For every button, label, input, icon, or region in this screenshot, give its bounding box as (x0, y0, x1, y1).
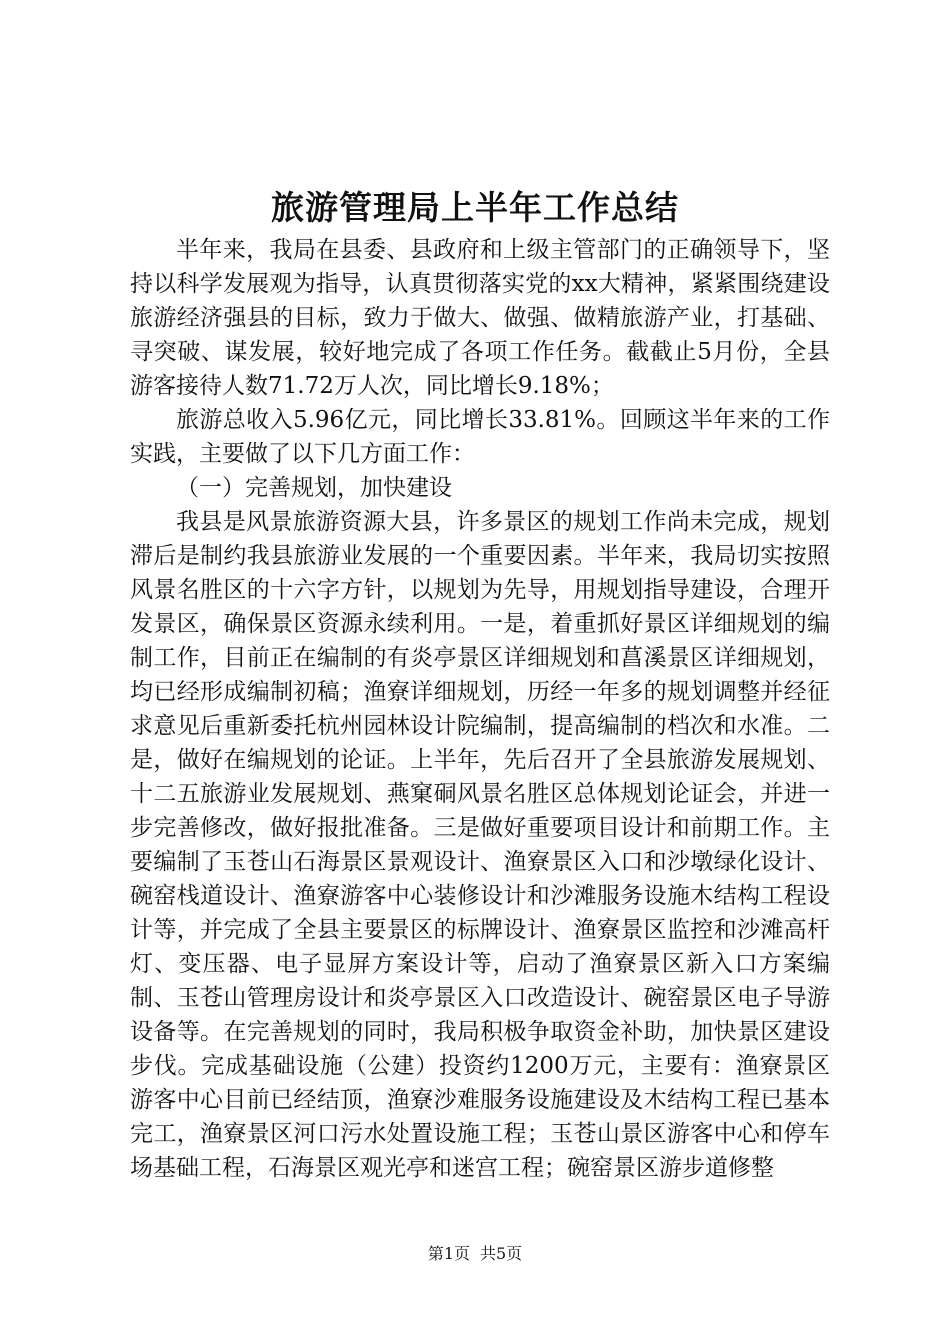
section-heading: （一）完善规划，加快建设 (176, 475, 452, 501)
paragraph-revenue: 旅游总收入5.96亿元，同比增长33.81%。回顾这半年来的工作实践，主要做了以下几方面工作： (130, 407, 830, 467)
paragraph-intro: 半年来，我局在县委、县政府和上级主管部门的正确领导下，坚持以科学发展观为指导，认真贯彻落实党的xx大精神，紧紧围绕建设旅游经济强县的目标，致力于做大、做强、做精旅游产业，打基础、寻突破、谋发展，较好地完成了各项工作任务。截截止5月份，全县游客接待人数71.72万人次，同比增长9.18%； (130, 237, 830, 399)
page-total: 共5页 (480, 1244, 523, 1263)
page-footer (0, 1243, 950, 1265)
page-number: 第1页 (427, 1244, 470, 1263)
document-body (130, 233, 830, 1185)
paragraph-planning: 我县是风景旅游资源大县，许多景区的规划工作尚未完成，规划滞后是制约我县旅游业发展的一个重要因素。半年来，我局切实按照风景名胜区的十六字方针，以规划为先导，用规划指导建设，合理开发景区，确保景区资源永续利用。一是，着重抓好景区详细规划的编制工作，目前正在编制的有炎亭景区详细规划和菖溪景区详细规划，均已经形成编制初稿；渔寮详细规划，历经一年多的规划调整并经征求意见后重新委托杭州园林设计院编制，提高编制的档次和水准。二是，做好在编规划的论证。上半年，先后召开了全县旅游发展规划、十二五旅游业发展规划、燕窠硐风景名胜区总体规划论证会，并进一步完善修改，做好报批准备。三是做好重要项目设计和前期工作。主要编制了玉苍山石海景区景观设计、渔寮景区入口和沙墩绿化设计、碗窑栈道设计、渔寮游客中心装修设计和沙滩服务设施木结构工程设计等，并完成了全县主要景区的标牌设计、渔寮景区监控和沙滩高杆灯、变压器、电子显屏方案设计等，启动了渔寮景区新入口方案编制、玉苍山管理房设计和炎亭景区入口改造设计、碗窑景区电子导游设备等。在完善规划的同时，我局积极争取资金补助，加快景区建设步伐。完成基础设施（公建）投资约1200万元，主要有：渔寮景区游客中心目前已经结顶，渔寮沙难服务设施建设及木结构工程已基本完工，渔寮景区河口污水处置设施工程；玉苍山景区游客中心和停车场基础工程，石海景区观光亭和迷宫工程；碗窑景区游步道修整 (130, 509, 830, 1181)
document-title: 旅游管理局上半年工作总结 (271, 188, 679, 227)
